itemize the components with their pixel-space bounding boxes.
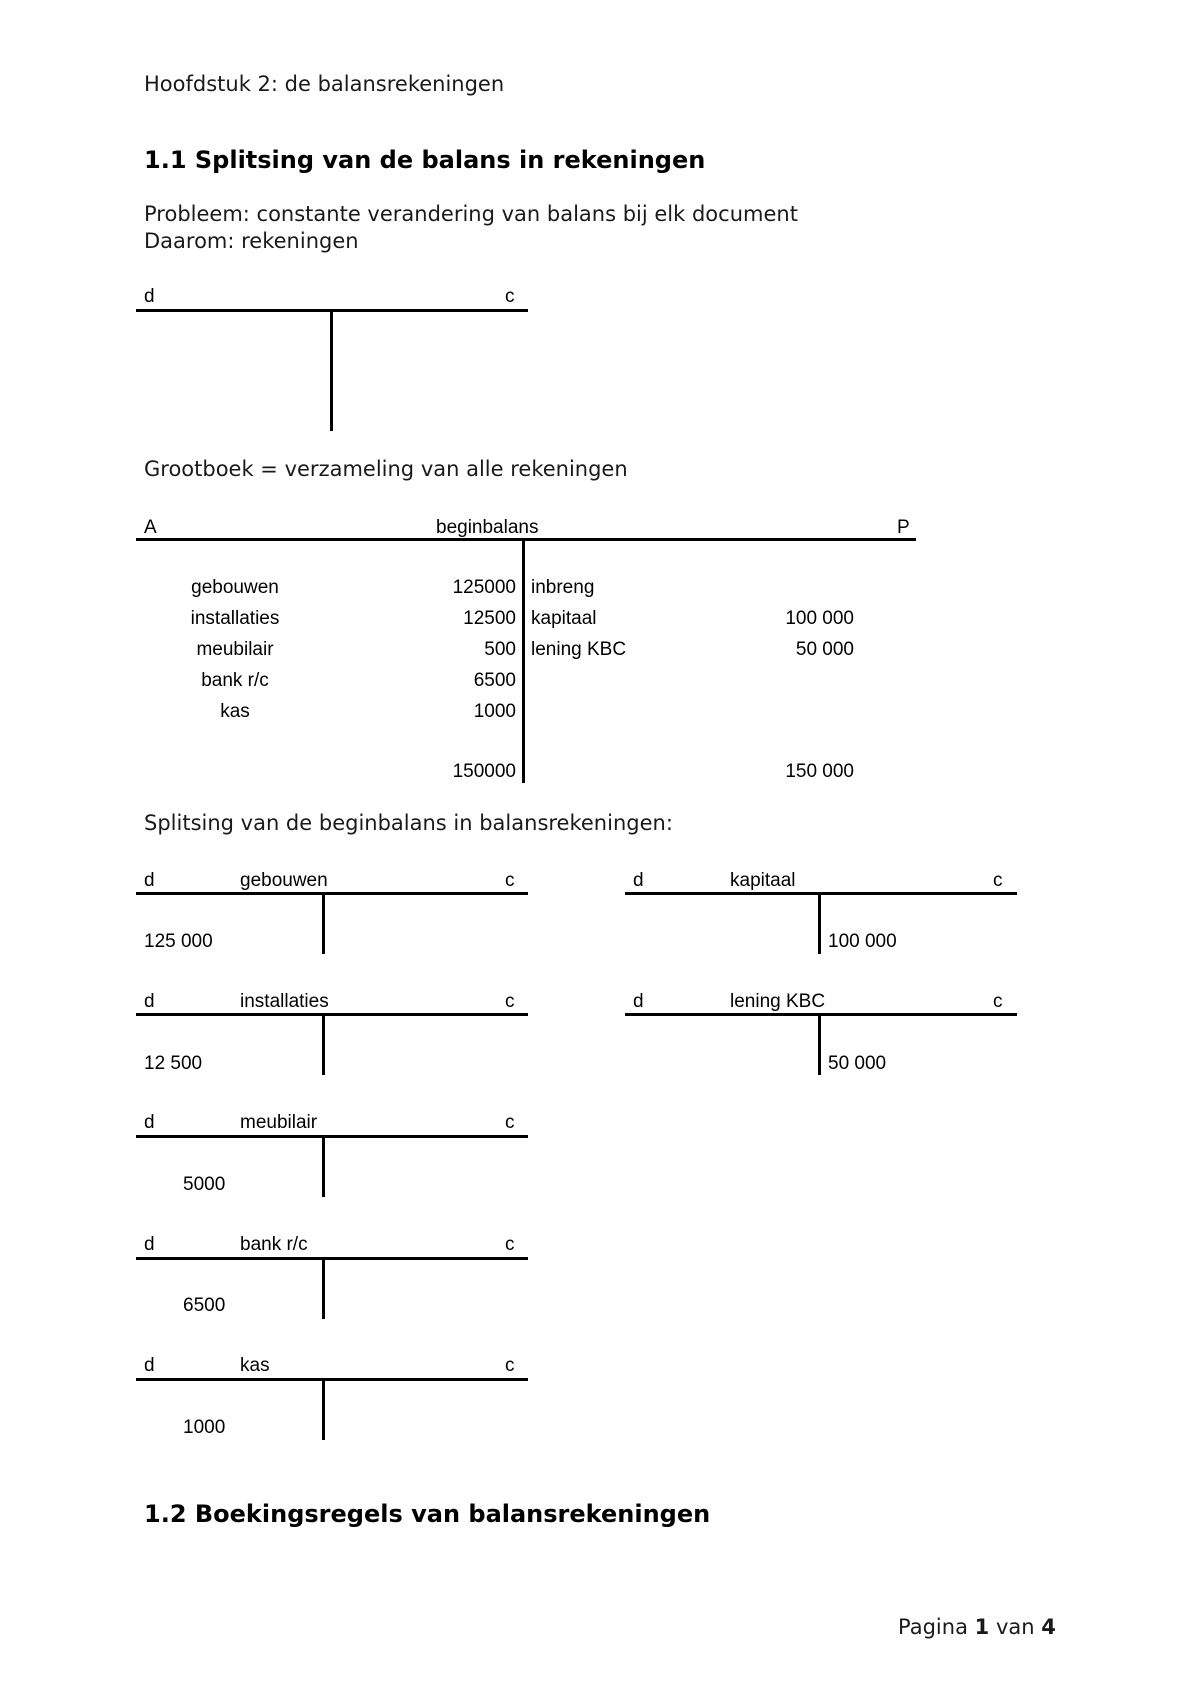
debit-value: 125 000 [144, 931, 213, 952]
account-top-line [136, 892, 528, 895]
credit-label: c [505, 1112, 515, 1133]
liability-name: lening KBC [531, 639, 627, 660]
asset-value: 12500 [463, 608, 516, 629]
footer-separator: van [995, 1615, 1035, 1639]
account-divider [322, 1378, 325, 1440]
credit-label: c [505, 286, 515, 307]
section-heading-1-1: 1.1 Splitsing van de balans in rekeningen [144, 146, 706, 174]
liability-value: 50 000 [795, 639, 854, 660]
account-divider [322, 1013, 325, 1075]
total-liabilities: 150 000 [785, 761, 854, 782]
account-top-line [136, 1135, 528, 1138]
beginbalans-divider [522, 538, 525, 783]
asset-value: 1000 [473, 701, 516, 722]
account-top-line [136, 1378, 528, 1381]
debit-value: 12 500 [144, 1053, 203, 1074]
debit-label: d [144, 991, 155, 1012]
credit-label: c [505, 1234, 515, 1255]
account-name: meubilair [240, 1112, 318, 1133]
credit-label: c [505, 870, 515, 891]
account-top-line [136, 1257, 528, 1260]
liability-value: 100 000 [785, 608, 854, 629]
account-name: installaties [240, 991, 329, 1012]
credit-label: c [505, 1355, 515, 1376]
account-divider [818, 1013, 821, 1075]
liability-name: kapitaal [531, 608, 597, 629]
therefore-text: Daarom: rekeningen [144, 229, 359, 253]
liabilities-label: P [897, 517, 910, 538]
beginbalans-title: beginbalans [436, 517, 539, 538]
account-name: kapitaal [730, 870, 796, 891]
page-footer [898, 1615, 1056, 1639]
debit-value: 1000 [183, 1417, 226, 1438]
debit-label: d [144, 870, 155, 891]
asset-name: installaties [190, 608, 280, 629]
debit-label: d [633, 991, 644, 1012]
credit-label: c [993, 991, 1003, 1012]
total-assets: 150000 [452, 761, 516, 782]
debit-label: d [633, 870, 644, 891]
account-divider [322, 1257, 325, 1319]
debit-label: d [144, 286, 155, 307]
asset-value: 500 [484, 639, 516, 660]
assets-label: A [144, 517, 157, 538]
asset-name: meubilair [196, 639, 274, 660]
asset-value: 125000 [452, 577, 516, 598]
account-divider [818, 892, 821, 954]
beginbalans-top-line [136, 538, 916, 541]
grootboek-text: Grootboek = verzameling van alle rekeningen [144, 457, 628, 481]
account-top-line [136, 1013, 528, 1016]
section-heading-1-2: 1.2 Boekingsregels van balansrekeningen [144, 1500, 711, 1528]
credit-label: c [993, 870, 1003, 891]
account-name: kas [240, 1355, 270, 1376]
footer-prefix: Pagina [898, 1615, 968, 1639]
account-top-line [625, 892, 1017, 895]
debit-label: d [144, 1112, 155, 1133]
problem-text: Probleem: constante verandering van balans bij elk document [144, 202, 798, 226]
credit-value: 100 000 [828, 931, 897, 952]
asset-name: bank r/c [201, 670, 269, 691]
asset-value: 6500 [473, 670, 516, 691]
debit-value: 6500 [183, 1295, 226, 1316]
account-top-line [625, 1013, 1017, 1016]
liability-name: inbreng [531, 577, 595, 598]
footer-page-total: 4 [1041, 1615, 1056, 1639]
credit-value: 50 000 [828, 1053, 887, 1074]
t-account-divider [330, 309, 333, 431]
asset-name: gebouwen [191, 577, 279, 598]
footer-page-number: 1 [974, 1615, 990, 1639]
account-divider [322, 1135, 325, 1197]
debit-label: d [144, 1234, 155, 1255]
account-name: bank r/c [240, 1234, 308, 1255]
account-divider [322, 892, 325, 954]
debit-label: d [144, 1355, 155, 1376]
split-heading-text: Splitsing van de beginbalans in balansrekeningen: [144, 811, 673, 835]
running-header: Hoofdstuk 2: de balansrekeningen [144, 72, 505, 96]
account-name: gebouwen [240, 870, 328, 891]
debit-value: 5000 [183, 1174, 226, 1195]
account-name: lening KBC [730, 991, 826, 1012]
credit-label: c [505, 991, 515, 1012]
asset-name: kas [220, 701, 250, 722]
